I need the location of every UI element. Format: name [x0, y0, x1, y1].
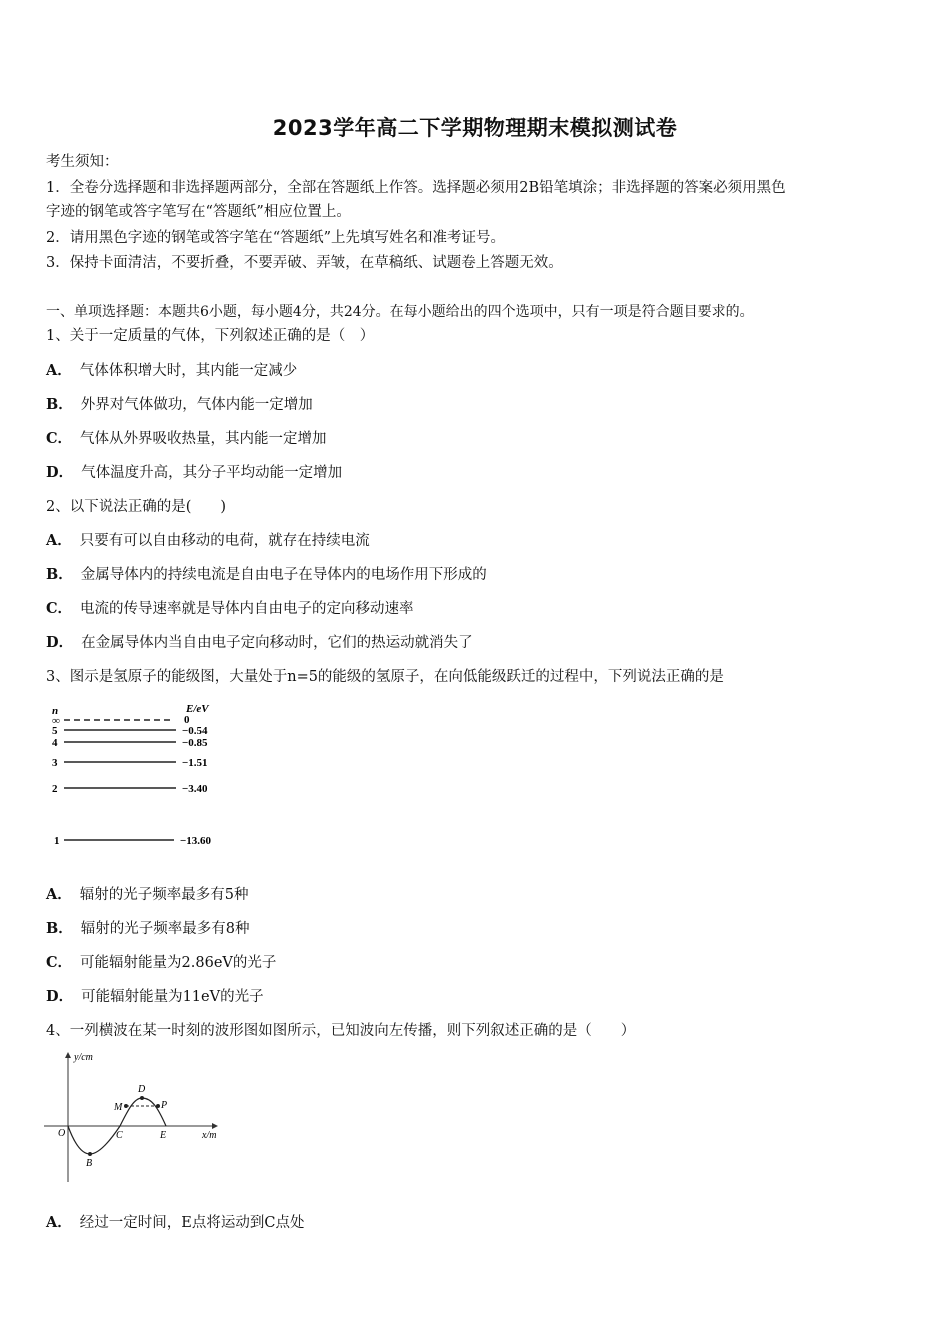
option-key: D．: [46, 464, 74, 481]
level-n-label: 1: [54, 835, 60, 847]
level-n-label: 5: [52, 725, 58, 737]
notice-line-4: 3．保持卡面清洁，不要折叠，不要弄破、弄皱，在草稿纸、试题卷上答题无效。: [46, 255, 563, 271]
option-text: 只要有可以自由移动的电荷，就存在持续电流: [79, 533, 370, 549]
q1-option-b: [46, 395, 313, 415]
x-axis-arrow: [212, 1123, 218, 1129]
level-e-label: −3.40: [182, 783, 208, 795]
level-n-label: ∞: [52, 715, 60, 727]
section-heading: 一、单项选择题：本题共6小题，每小题4分，共24分。在每小题给出的四个选项中，只有一项是符合题目要求的。: [46, 304, 754, 320]
level-e-label: −1.51: [182, 757, 208, 769]
level-e-label: −0.54: [182, 725, 208, 737]
point-label-p: P: [161, 1100, 168, 1111]
level-e-label: −0.85: [182, 737, 208, 749]
option-key: D．: [46, 634, 74, 651]
point-b: [88, 1152, 92, 1156]
option-text: 经过一定时间，E点将运动到C点处: [79, 1215, 305, 1231]
e-column-label: E/eV: [186, 703, 209, 715]
point-label-m: M: [114, 1102, 123, 1113]
option-text: 电流的传导速率就是导体内自由电子的定向移动速率: [80, 601, 414, 617]
q3-option-d: [46, 987, 264, 1007]
point-p: [156, 1104, 160, 1108]
point-label-e: E: [160, 1130, 167, 1141]
question-4-stem: 4、一列横波在某一时刻的波形图如图所示，已知波向左传播，则下列叙述正确的是（ ）: [46, 1023, 636, 1039]
q3-option-a: [46, 885, 249, 905]
page-title: 2023学年高二下学期物理期末模拟测试卷: [272, 116, 678, 140]
notice-heading: 考生须知：: [46, 154, 119, 170]
option-key: B．: [46, 920, 73, 937]
option-text: 辐射的光子频率最多有5种: [79, 887, 249, 903]
energy-level-svg: [48, 700, 233, 850]
point-label-c: C: [116, 1130, 123, 1141]
option-key: B．: [46, 566, 73, 583]
option-text: 气体体积增大时，其内能一定减少: [79, 363, 298, 379]
level-n-label: 4: [52, 737, 58, 749]
q2-option-d: [46, 633, 473, 653]
option-key: D．: [46, 988, 74, 1005]
point-label-o: O: [58, 1128, 66, 1139]
option-text: 在金属导体内当自由电子定向移动时，它们的热运动就消失了: [81, 635, 473, 651]
option-key: C．: [46, 600, 73, 617]
notice-line-1: 1．全卷分选择题和非选择题两部分，全部在答题纸上作答。选择题必须用2B铅笔填涂；非选择题的答案必须用黑色: [46, 180, 786, 196]
q1-option-c: [46, 429, 327, 449]
option-key: C．: [46, 430, 73, 447]
x-axis-label: x/m: [202, 1130, 217, 1141]
option-text: 金属导体内的持续电流是自由电子在导体内的电场作用下形成的: [80, 567, 487, 583]
option-key: A．: [46, 886, 72, 903]
level-n-label: 2: [52, 783, 58, 795]
question-3-stem: 3、图示是氢原子的能级图，大量处于n=5的能级的氢原子，在向低能级跃迁的过程中，下列说法正确的是: [46, 669, 724, 685]
energy-level-diagram: [48, 700, 233, 850]
q2-option-b: [46, 565, 487, 585]
option-key: A．: [46, 1214, 72, 1231]
option-key: A．: [46, 532, 72, 549]
option-text: 气体温度升高，其分子平均动能一定增加: [81, 465, 343, 481]
y-axis-label: y/cm: [74, 1052, 93, 1063]
question-2-stem: 2、以下说法正确的是( ): [46, 499, 227, 515]
notice-line-3: 2．请用黑色字迹的钢笔或答字笔在“答题纸”上先填写姓名和准考证号。: [46, 230, 506, 246]
q3-option-c: [46, 953, 276, 973]
point-d: [140, 1096, 144, 1100]
option-text: 辐射的光子频率最多有8种: [80, 921, 250, 937]
option-text: 可能辐射能量为2.86eV的光子: [80, 955, 277, 971]
option-text: 外界对气体做功，气体内能一定增加: [80, 397, 313, 413]
option-key: A．: [46, 362, 72, 379]
q1-option-a: [46, 361, 297, 381]
option-key: C．: [46, 954, 73, 971]
q2-option-c: [46, 599, 414, 619]
q2-option-a: [46, 531, 370, 551]
option-key: B．: [46, 396, 73, 413]
point-label-b: B: [86, 1158, 93, 1169]
option-text: 可能辐射能量为11eV的光子: [81, 989, 264, 1005]
option-text: 气体从外界吸收热量，其内能一定增加: [80, 431, 327, 447]
n-column-label: n: [52, 705, 59, 717]
level-e-label: −13.60: [180, 835, 212, 847]
y-axis-arrow: [65, 1052, 71, 1058]
level-e-label: 0: [184, 714, 190, 726]
point-label-d: D: [138, 1084, 146, 1095]
wave-diagram: [42, 1048, 232, 1188]
level-n-label: 3: [52, 757, 58, 769]
q3-option-b: [46, 919, 250, 939]
point-m: [124, 1104, 128, 1108]
notice-line-2: 字迹的钢笔或答字笔写在“答题纸”相应位置上。: [46, 204, 351, 220]
question-1-stem: 1、关于一定质量的气体，下列叙述正确的是（ ）: [46, 328, 375, 344]
q1-option-d: [46, 463, 342, 483]
wave-svg: [42, 1048, 232, 1188]
q4-option-a: [46, 1213, 304, 1233]
